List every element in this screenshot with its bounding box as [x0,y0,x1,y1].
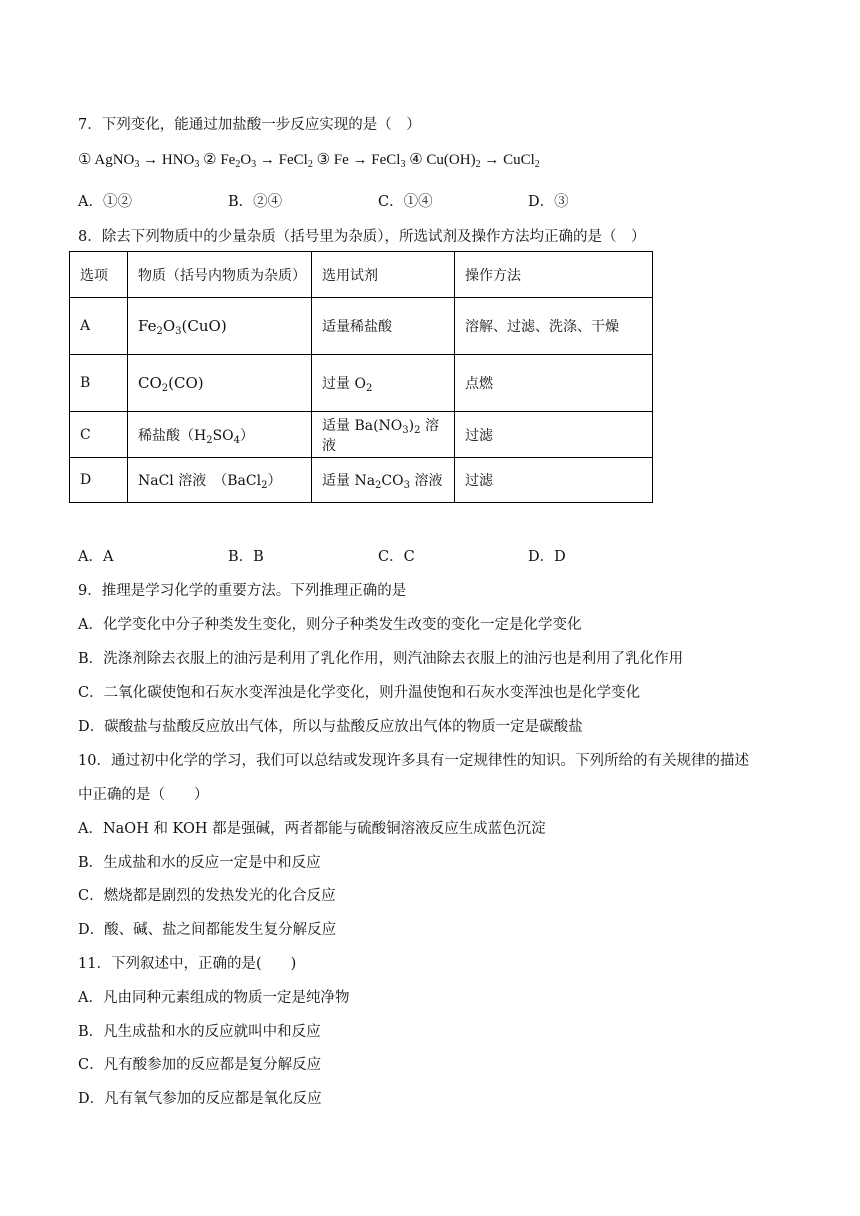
q7-option-c: C．①④ [378,194,433,210]
table-header-cell: 物质（括号内物质为杂质） [128,252,312,298]
q10-option-a: A．NaOH 和 KOH 都是强碱，两者都能与硫酸铜溶液反应生成蓝色沉淀 [78,821,546,837]
table-cell: 过量 $O_2$ [312,355,455,412]
table-cell: $Fe_2O_3(CuO)$ [128,298,312,355]
table-cell: C [70,412,128,458]
q11-option-a: A．凡由同种元素组成的物质一定是纯净物 [78,990,350,1006]
table-cell: D [70,458,128,503]
table-cell: 点燃 [455,355,653,412]
q8-option-c: C．C [378,549,415,565]
table-cell: 适量 $Ba(NO_3)_2$ 溶液 [312,412,455,458]
table-cell: 溶解、过滤、洗涤、干燥 [455,298,653,355]
table-header-cell: 操作方法 [455,252,653,298]
table-header-cell: 选用试剂 [312,252,455,298]
q10-option-b: B．生成盐和水的反应一定是中和反应 [78,855,321,871]
q8-option-d: D．D [528,549,566,565]
q8-options [78,545,778,566]
table-cell: 稀盐酸$(H_2SO_4)$ [128,412,312,458]
table-cell: 过滤 [455,412,653,458]
q11-option-c: C．凡有酸参加的反应都是复分解反应 [78,1057,322,1073]
table-cell: 适量稀盐酸 [312,298,455,355]
table-cell: 适量 $Na_2CO_3$ 溶液 [312,458,455,503]
table-cell: A [70,298,128,355]
table-cell: B [70,355,128,412]
q10-option-c: C．燃烧都是剧烈的发热发光的化合反应 [78,888,336,904]
q8-option-a: A．A [78,549,114,565]
q7-stem: 7．下列变化，能通过加盐酸一步反应实现的是（ ） [78,117,421,133]
q10-stem-line1: 10．通过初中化学的学习，我们可以总结或发现许多具有一定规律性的知识。下列所给的有关规律的描述 [78,753,749,769]
q11-option-d: D．凡有氧气参加的反应都是氧化反应 [78,1091,322,1107]
q10-stem-line2: 中正确的是（ ） [78,787,209,803]
q9-option-b: B．洗涤剂除去衣服上的油污是利用了乳化作用，则汽油除去衣服上的油污也是利用了乳化作用 [78,651,684,667]
q9-option-c: C．二氧化碳使饱和石灰水变浑浊是化学变化，则升温使饱和石灰水变浑浊也是化学变化 [78,685,641,701]
q9-stem: 9．推理是学习化学的重要方法。下列推理正确的是 [78,583,407,599]
q8-table [69,251,653,503]
q9-option-a: A．化学变化中分子种类发生变化，则分子种类发生改变的变化一定是化学变化 [78,617,582,633]
q10-option-d: D．酸、碱、盐之间都能发生复分解反应 [78,922,337,938]
q7-formula: ① AgNO$_3$ → $HNO_3$ ② $Fe_2O_3$ → FeCl$_2$ ③ Fe → FeCl$_3$ ④ $Cu(OH)_2$ → CuCl$_2$ [78,152,540,170]
table-row [70,298,653,355]
q7-option-b: B．②④ [228,194,283,210]
q7-option-a: A．①② [78,194,132,210]
q8-option-b: B．B [228,549,264,565]
q11-stem: 11．下列叙述中，正确的是( ) [78,956,297,972]
table-row [70,458,653,503]
table-header-row [70,252,653,298]
q7-options [78,190,778,211]
q11-option-b: B．凡生成盐和水的反应就叫中和反应 [78,1024,321,1040]
table-header-cell: 选项 [70,252,128,298]
q8-stem: 8．除去下列物质中的少量杂质（括号里为杂质），所选试剂及操作方法均正确的是（ ） [78,229,646,245]
q9-option-d: D．碳酸盐与盐酸反应放出气体，所以与盐酸反应放出气体的物质一定是碳酸盐 [78,719,583,735]
table-cell: $CO_2(CO)$ [128,355,312,412]
table-cell: NaCl 溶液 （BaCl$_2$） [128,458,312,503]
table-cell: 过滤 [455,458,653,503]
table-row [70,355,653,412]
q7-option-d: D．③ [528,194,569,210]
table-row [70,412,653,458]
